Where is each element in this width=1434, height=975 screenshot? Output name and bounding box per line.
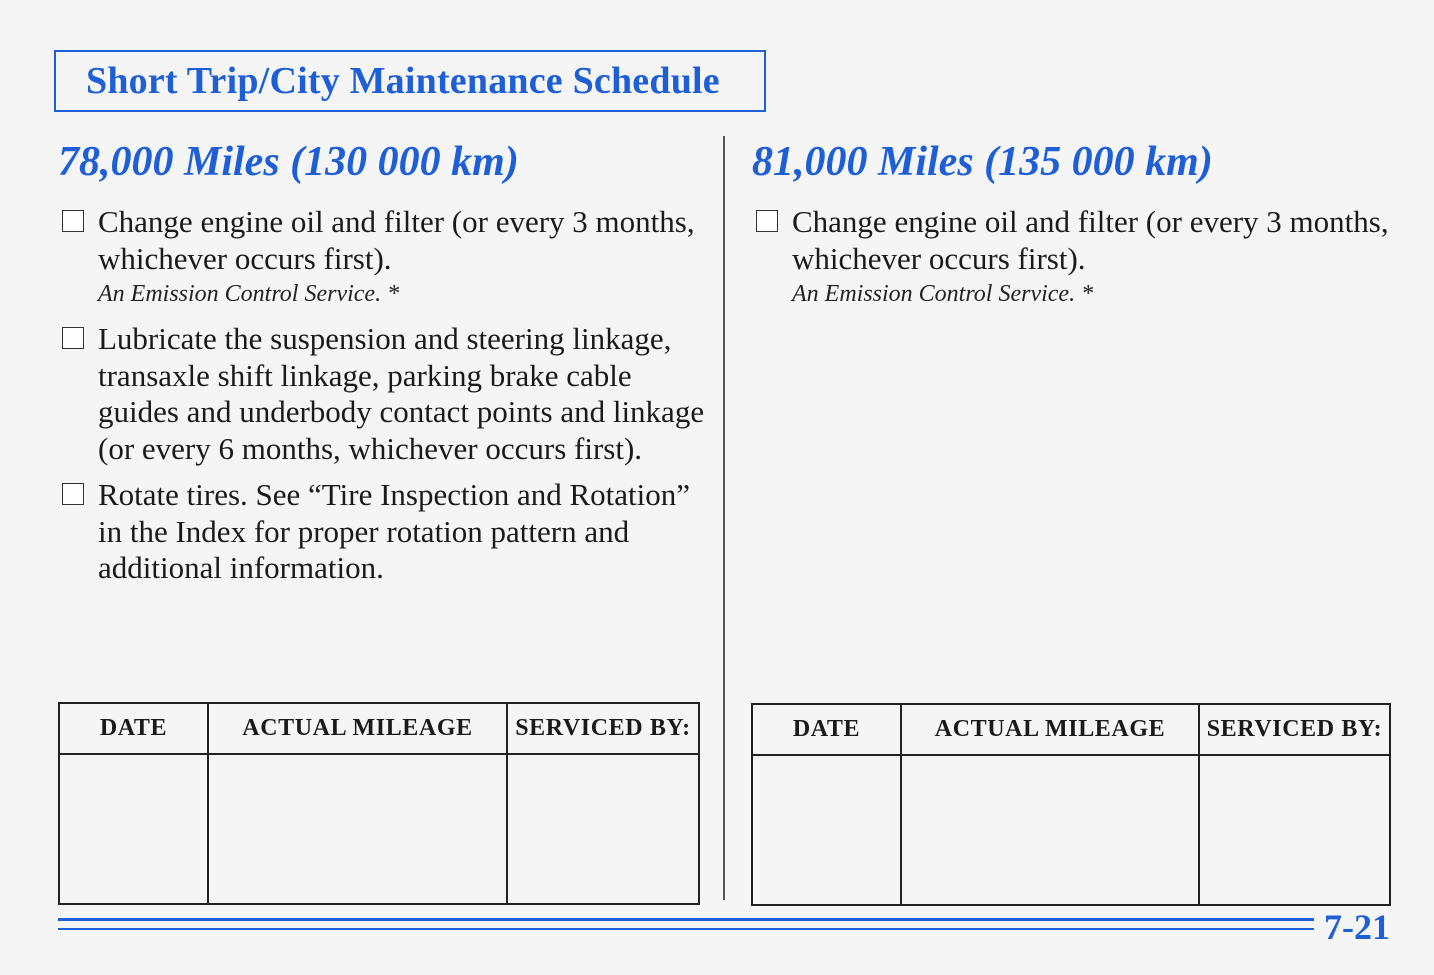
schedule-header-box bbox=[54, 50, 766, 112]
service-log-table-right bbox=[751, 703, 1391, 906]
header-actual-mileage: ACTUAL MILEAGE bbox=[901, 704, 1199, 755]
service-log-table-left bbox=[58, 702, 700, 905]
service-checkbox[interactable] bbox=[62, 327, 84, 349]
table-row bbox=[59, 754, 699, 904]
service-list-right bbox=[752, 204, 1402, 311]
table-header-row bbox=[752, 704, 1390, 755]
left-column bbox=[58, 130, 708, 597]
mileage-heading-right: 81,000 Miles (135 000 km) bbox=[752, 139, 1213, 185]
footer-rule bbox=[58, 918, 1314, 921]
serviced-by-cell[interactable] bbox=[507, 754, 699, 904]
serviced-by-cell[interactable] bbox=[1199, 755, 1390, 905]
service-item-text: Change engine oil and filter (or every 3 months, whichever occurs first). bbox=[792, 204, 1389, 276]
mileage-cell[interactable] bbox=[208, 754, 507, 904]
emission-note: An Emission Control Service. * bbox=[792, 281, 1094, 307]
service-checkbox[interactable] bbox=[756, 210, 778, 232]
service-item bbox=[58, 477, 708, 587]
page-number: 7-21 bbox=[1324, 907, 1390, 947]
service-item-text: Rotate tires. See “Tire Inspection and Rotation” in the Index for proper rotation pattern and additional information. bbox=[98, 477, 691, 585]
service-item bbox=[58, 321, 708, 467]
header-serviced-by: SERVICED BY: bbox=[1199, 704, 1390, 755]
table-row bbox=[752, 755, 1390, 905]
table-header-row bbox=[59, 703, 699, 754]
column-divider bbox=[723, 136, 725, 900]
footer-rule-thin bbox=[58, 928, 1314, 930]
emission-note: An Emission Control Service. * bbox=[98, 281, 400, 307]
date-cell[interactable] bbox=[59, 754, 208, 904]
service-list-left bbox=[58, 204, 708, 587]
service-checkbox[interactable] bbox=[62, 210, 84, 232]
right-column bbox=[752, 130, 1402, 321]
header-serviced-by: SERVICED BY: bbox=[507, 703, 699, 754]
date-cell[interactable] bbox=[752, 755, 901, 905]
header-date: DATE bbox=[59, 703, 208, 754]
service-item-text: Change engine oil and filter (or every 3 months, whichever occurs first). bbox=[98, 204, 695, 276]
mileage-cell[interactable] bbox=[901, 755, 1199, 905]
service-item bbox=[58, 204, 708, 311]
page-title: Short Trip/City Maintenance Schedule bbox=[86, 60, 720, 102]
header-date: DATE bbox=[752, 704, 901, 755]
service-item-text: Lubricate the suspension and steering linkage, transaxle shift linkage, parking brake cable guides and underbody contact points and linkage (or every 6 months, whichever occurs first). bbox=[98, 321, 705, 466]
service-item bbox=[752, 204, 1402, 311]
mileage-heading-left: 78,000 Miles (130 000 km) bbox=[58, 139, 519, 185]
header-actual-mileage: ACTUAL MILEAGE bbox=[208, 703, 507, 754]
service-checkbox[interactable] bbox=[62, 483, 84, 505]
